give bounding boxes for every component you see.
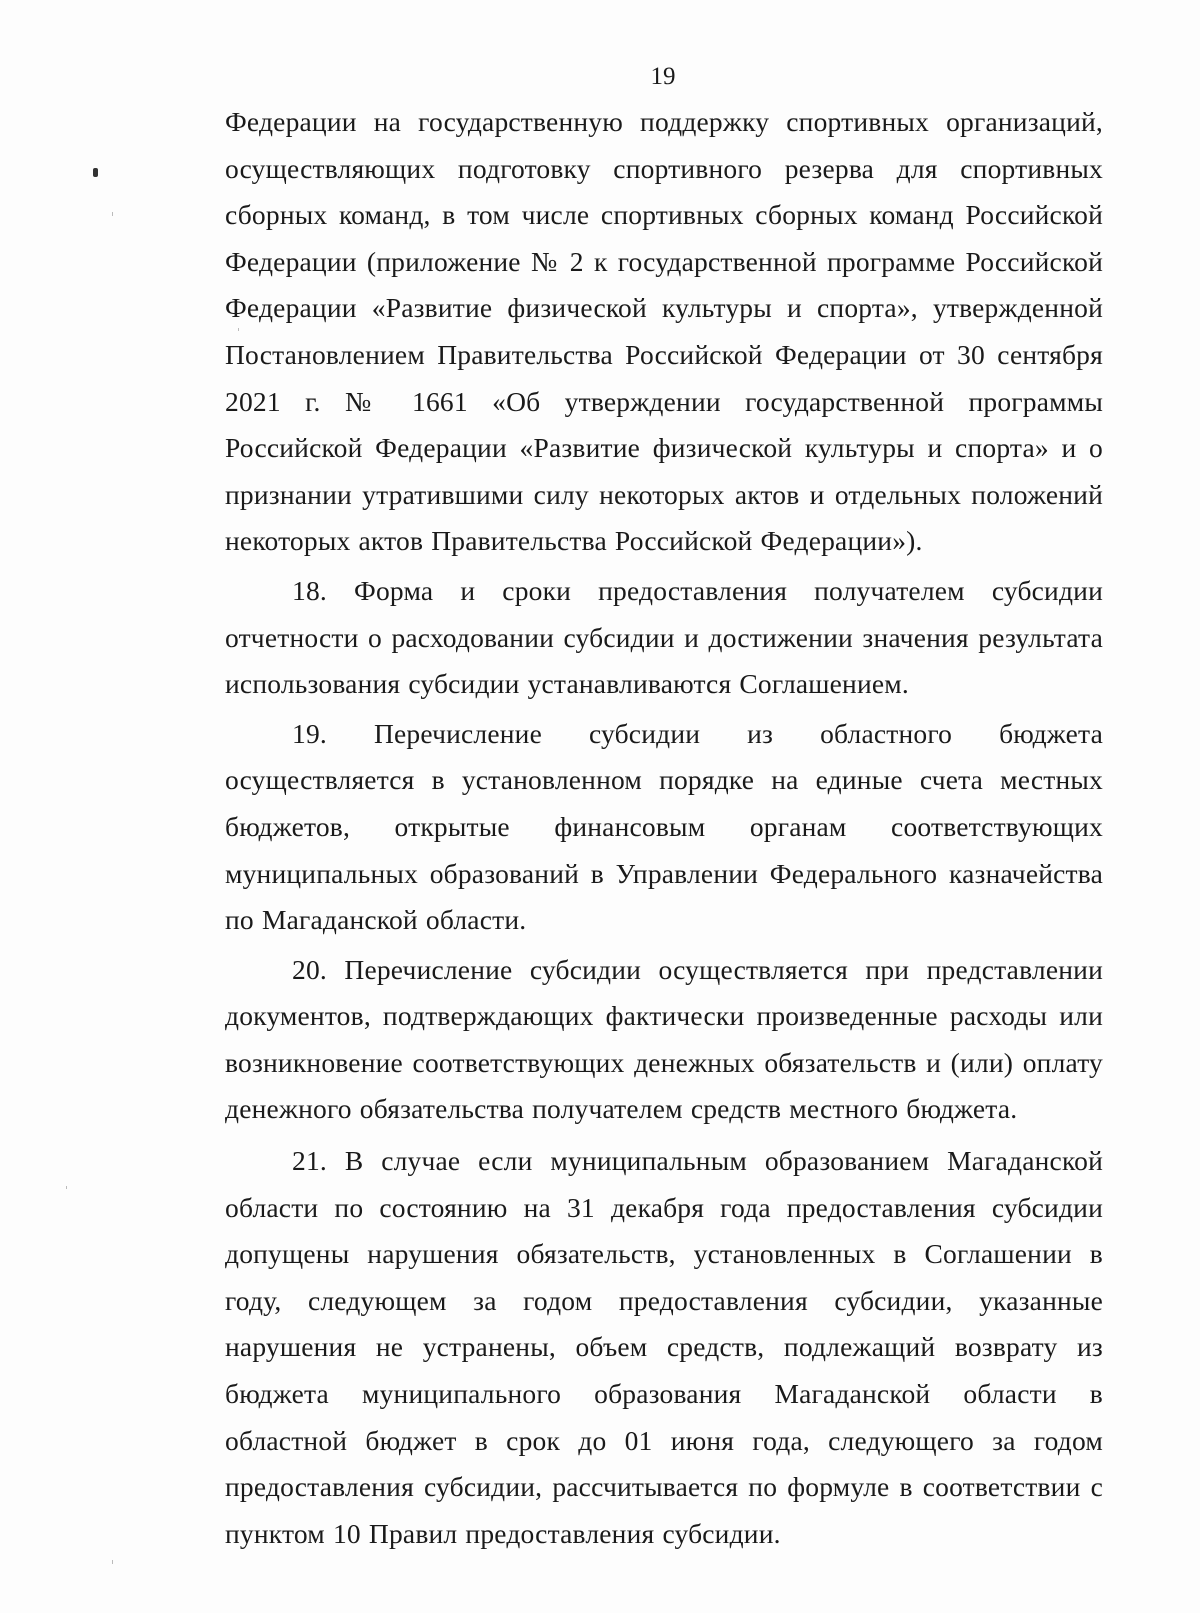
document-body: [225, 99, 1103, 1557]
paragraph-19: 19. Перечисление субсидии из областного бюджета осуществляется в установленном порядке на единые счета местных бюджетов, открытые финансовым органам соответствующих муниципальных образований в Управлении Федерального казначейства по Магаданской области.: [225, 717, 1103, 936]
scan-mark: [112, 212, 113, 216]
paragraph-continuation: Федерации на государственную поддержку спортивных организаций, осуществляющих подготовку спортивного резерва для спортивных сборных команд, в том числе спортивных сборных команд Российской Федерации (приложение № 2 к государственной программе Российской Федерации «Развитие физической культуры и спорта», утвержденной Постановлением Правительства Российской Федерации от 30 сентября 2021 г. № 1661 «Об утверждении государственной программы Российской Федерации «Развитие физической культуры и спорта» и о признании утратившими силу некоторых актов и отдельных положений некоторых актов Правительства Российской Федерации»).: [225, 106, 1103, 557]
scan-mark: [66, 1186, 67, 1189]
scan-mark: [112, 1560, 113, 1564]
paragraph-21: 21. В случае если муниципальным образованием Магаданской области по состоянию на 31 декабря года предоставления субсидии допущены нарушения обязательств, установленных в Соглашении в году, следующем за годом предоставления субсидии, указанные нарушения не устранены, объем средств, подлежащий возврату из бюджета муниципального образования Магаданской области в областной бюджет в срок до 01 июня года, следующего за годом предоставления субсидии, рассчитывается по формуле в соответствии с пунктом 10 Правил предоставления субсидии.: [225, 1145, 1103, 1549]
page-number: 19: [650, 63, 676, 90]
paragraph-18: 18. Форма и сроки предоставления получателем субсидии отчетности о расходовании субсидии и достижении значения результата использования субсидии устанавливаются Соглашением.: [225, 574, 1103, 700]
scan-speck: [93, 168, 98, 177]
paragraph-20: 20. Перечисление субсидии осуществляется при представлении документов, подтверждающих фактически произведенные расходы или возникновение соответствующих денежных обязательств и (или) оплату денежного обязательства получателем средств местного бюджета.: [225, 953, 1103, 1125]
